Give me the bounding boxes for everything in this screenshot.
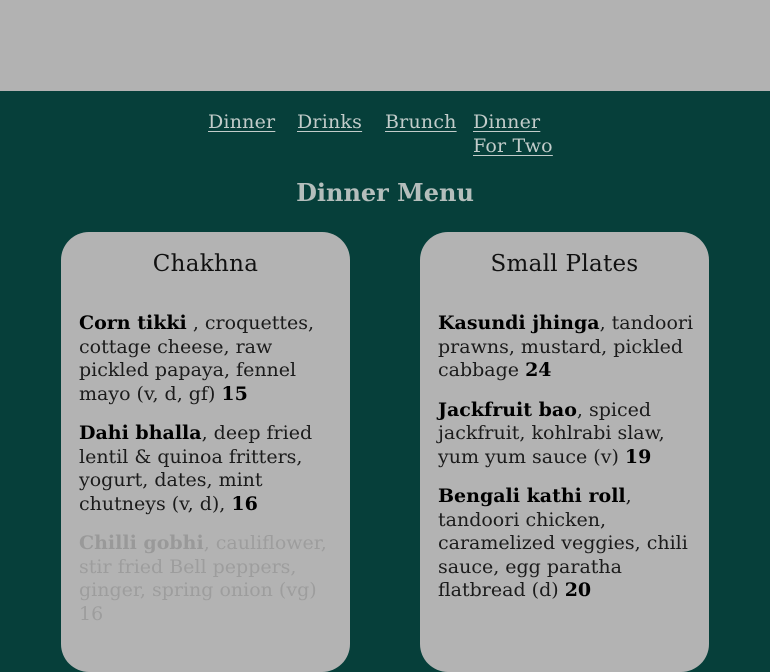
item-description: , croquettes, cottage cheese, raw pickled papaya, fennel mayo (v, d, gf) xyxy=(79,312,315,405)
item-price: 15 xyxy=(221,382,248,405)
menu-item xyxy=(79,422,336,516)
menu-item xyxy=(79,312,336,406)
menu-card-chakhna xyxy=(61,232,350,672)
item-price: 19 xyxy=(624,445,652,468)
item-description: , cauliflower, stir fried Bell peppers, ginger, spring onion (vg) xyxy=(79,532,327,601)
menu-item xyxy=(438,312,695,383)
nav-link-dinner[interactable]: Dinner xyxy=(208,111,276,133)
item-price: 24 xyxy=(525,359,552,381)
nav-link-drinks[interactable]: Drinks xyxy=(297,111,363,133)
item-description: , spiced jackfruit, kohlrabi slaw, yum yum sauce (v) xyxy=(438,398,665,468)
menu-item-list xyxy=(438,312,695,619)
menu-item xyxy=(79,532,336,626)
menu-item xyxy=(438,399,695,470)
item-name: Jackfruit bao xyxy=(438,398,577,421)
item-description: , tandoori chicken, caramelized veggies, chili sauce, egg paratha flatbread (d) xyxy=(438,485,688,601)
item-name: Kasundi jhinga xyxy=(438,312,600,334)
nav-link-brunch[interactable]: Brunch xyxy=(385,111,457,133)
menu-card-small-plates xyxy=(420,232,709,672)
section-title: Small Plates xyxy=(490,251,639,277)
item-description: , deep fried lentil & quinoa fritters, yogurt, dates, mint chutneys (v, d), xyxy=(79,422,313,515)
item-description: , tandoori prawns, mustard, pickled cabbage xyxy=(438,312,694,381)
top-banner xyxy=(0,0,770,91)
item-price: 16 xyxy=(79,602,104,625)
item-name: Bengali kathi roll xyxy=(438,485,626,507)
item-name: Dahi bhalla xyxy=(79,422,202,444)
menu-item xyxy=(438,485,695,603)
nav-link-dinner-for-two[interactable]: Dinner For Two xyxy=(473,111,553,157)
page-title: Dinner Menu xyxy=(296,178,474,207)
item-price: 20 xyxy=(564,579,592,601)
item-price: 16 xyxy=(231,492,258,515)
item-name: Corn tikki xyxy=(79,312,187,334)
menu-item-list xyxy=(79,312,336,642)
item-name: Chilli gobhi xyxy=(79,532,204,554)
section-title: Chakhna xyxy=(152,251,259,277)
